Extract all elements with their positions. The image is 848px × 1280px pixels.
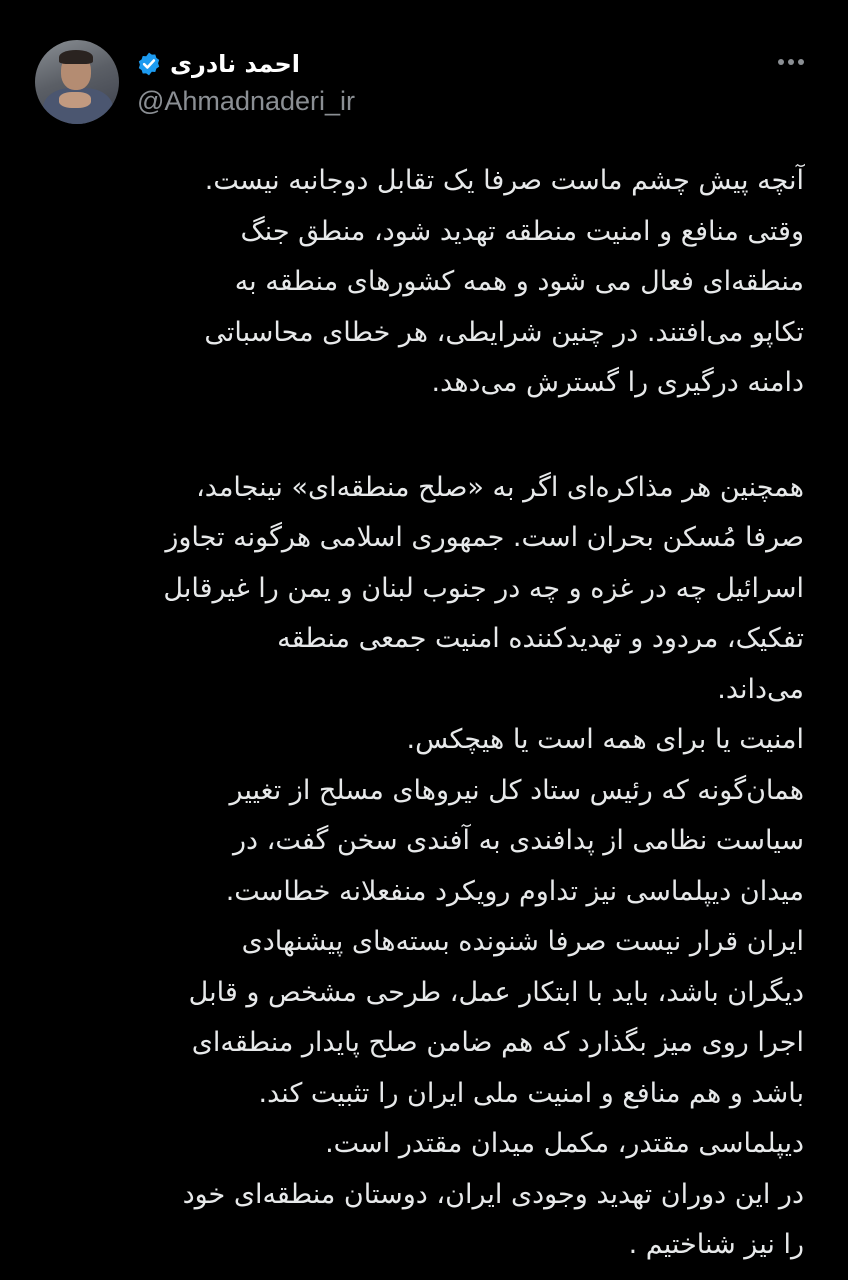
text-line: تفکیک، مردود و تهدیدکننده امنیت جمعی منطقه [277,623,804,654]
avatar[interactable] [35,40,119,124]
text-line: می‌داند. [717,673,804,705]
text-line: تکاپو می‌افتند. در چنین شرایطی، هر خطای محاسباتی [204,316,804,348]
text-line: امنیت یا برای همه است یا هیچکس. [406,724,804,755]
more-options-icon[interactable] [778,54,812,70]
text-line: را نیز شناختیم . [628,1229,804,1260]
text-line: دیپلماسی مقتدر، مکمل میدان مقتدر است. [325,1128,804,1159]
author-name[interactable]: احمد نادری [170,50,300,78]
author-handle[interactable]: @Ahmadnaderi_ir [137,86,356,116]
text-line: صرفا مُسکن بحران است. جمهوری اسلامی هرگونه تجاوز [165,522,804,553]
verified-badge-icon [136,51,162,77]
text-line: در این دوران تهدید وجودی ایران، دوستان منطقه‌ای خود [182,1178,804,1210]
paragraph-gap [14,409,804,463]
text-line: میدان دیپلماسی نیز تداوم رویکرد منفعلانه خطاست. [225,875,804,907]
text-line: اجرا روی میز بگذارد که هم ضامن صلح پایدار منطقه‌ای [191,1027,804,1058]
text-line: وقتی منافع و امنیت منطقه تهدید شود، منطق جنگ [240,215,804,247]
text-line: اسرائیل چه در غزه و چه در جنوب لبنان و یمن را غیرقابل [163,572,804,604]
text-line: آنچه پیش چشم ماست صرفا یک تقابل دوجانبه نیست. [204,165,804,196]
text-line: ایران قرار نیست صرفا شنونده بسته‌های پیشنهادی [241,926,804,957]
text-line: دیگران باشد، باید با ابتکار عمل، طرحی مشخص و قابل [188,976,804,1008]
text-line: دامنه درگیری را گسترش می‌دهد. [431,367,804,398]
text-line: همچنین هر مذاکره‌ای اگر به «صلح منطقه‌ای» نینجامد، [196,471,804,503]
text-line: منطقه‌ای فعال می شود و همه کشورهای منطقه به [234,266,804,297]
text-line: باشد و هم منافع و امنیت ملی ایران را تثبیت کند. [258,1077,804,1109]
tweet-text [14,156,804,1271]
text-line: همان‌گونه که رئیس ستاد کل نیروهای مسلح از تغییر [229,774,804,806]
text-line: سیاست نظامی از پدافندی به آفندی سخن گفت، در [233,825,804,856]
author-name-row [136,50,300,78]
